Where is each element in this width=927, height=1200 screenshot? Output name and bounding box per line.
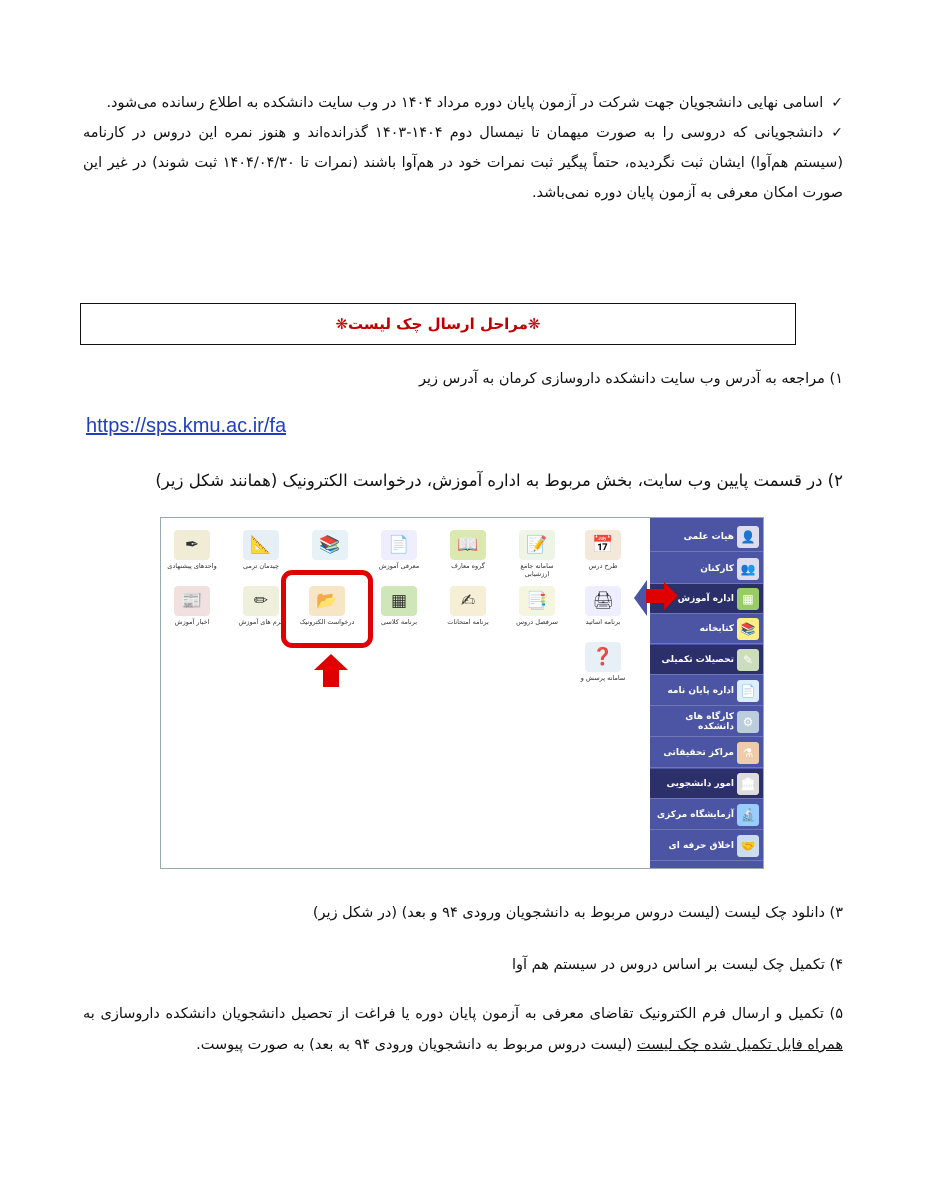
icon-exam-schedule[interactable]: ✍ برنامه امتحانات xyxy=(439,586,497,626)
icon-education-news[interactable]: 📰 اخبار آموزش xyxy=(163,586,221,626)
books-icon: 📚 xyxy=(312,530,348,560)
document-pen-icon: 📄 xyxy=(381,530,417,560)
sidebar-item-workshops[interactable]: ⚙ کارگاه های دانشکده xyxy=(650,707,763,737)
bullet-item: ✓اسامی نهایی دانشجویان جهت شرکت در آزمون پایان دوره مرداد ۱۴۰۴ در وب سایت دانشکده به اطلاع رسانده می‌شود. xyxy=(83,88,843,118)
step-1: ۱) مراجعه به آدرس وب سایت دانشکده داروسازی کرمان به آدرس زیر xyxy=(418,371,843,387)
pencil-paper-icon: 📝 xyxy=(519,530,555,560)
printer-icon: 🖨 xyxy=(585,586,621,616)
step-2: ۲) در قسمت پایین وب سایت، بخش مربوط به اداره آموزش، درخواست الکترونیک (همانند شکل زیر) xyxy=(155,471,843,490)
handshake-icon: 🤝 xyxy=(737,835,759,857)
red-arrow-up-icon xyxy=(314,654,348,670)
icon-course-headings[interactable]: 📑 سرفصل دروس xyxy=(508,586,566,626)
board-icon: ▦ xyxy=(381,586,417,616)
sidebar-item-students[interactable]: 🏛 امور دانشجویی xyxy=(650,769,763,799)
red-arrow-stem xyxy=(646,589,664,603)
books-icon: 📚 xyxy=(737,618,759,640)
icon-suggested-units[interactable]: ✒ واحدهای پیشنهادی xyxy=(163,530,221,570)
maaref-icon: 📖 xyxy=(450,530,486,560)
website-screenshot xyxy=(160,517,764,869)
sidebar-item-ethics[interactable]: 🤝 اخلاق حرفه ای xyxy=(650,831,763,861)
sidebar-item-library[interactable]: 📚 کتابخانه xyxy=(650,614,763,644)
document-icon: 📄 xyxy=(737,680,759,702)
red-arrow-stem xyxy=(323,669,339,687)
newspaper-icon: 📰 xyxy=(174,586,210,616)
sidebar-item-education[interactable]: ▦ اداره آموزش xyxy=(650,584,763,614)
sidebar-item-faculty[interactable]: 👤 هیات علمی xyxy=(650,522,763,552)
microscope-icon: 🔬 xyxy=(737,804,759,826)
sidebar-item-lab[interactable]: 🔬 آزمایشگاه مرکزی xyxy=(650,800,763,830)
workshop-icon: ⚙ xyxy=(737,711,759,733)
question-icon: ❓ xyxy=(585,642,621,672)
sidebar-item-graduate[interactable]: ✎ تحصیلات تکمیلی xyxy=(650,645,763,675)
icon-question-system[interactable]: ❓ سامانه پرسش و xyxy=(574,642,632,682)
icon-evaluation[interactable]: 📝 سامانه جامع ارزشیابی xyxy=(508,530,566,578)
sidebar-item-staff[interactable]: 👥 کارکنان xyxy=(650,554,763,584)
check-icon: ✓ xyxy=(831,95,843,111)
icon-education-forms[interactable]: ✏ فرم های آموزش xyxy=(232,586,290,626)
icon-class-schedule[interactable]: ▦ برنامه کلاسی xyxy=(370,586,428,626)
check-icon: ✓ xyxy=(831,125,843,141)
people-icon: 👥 xyxy=(737,558,759,580)
people-icon: 👤 xyxy=(737,526,759,548)
bullet-item: ✓دانشجویانی که دروسی را به صورت میهمان تا نیمسال دوم ۱۴۰۴-۱۴۰۳ گذرانده‌اند و هنوز نمره این دروس در کارنامه (سیستم هم‌آوا) ایشان ثبت نگردیده، حتماً پیگیر ثبت نمرات خود در هم‌آوا باشند (نمرات تا ۱۴۰۴/۰۴/۳۰ ثبت شوند) در غیر این صورت امکان معرفی به آزمون پایان دوره نمی‌باشد. xyxy=(83,118,843,208)
step-5-underlined: همراه فایل تکمیل شده چک لیست xyxy=(636,1037,843,1053)
step-3: ۳) دانلود چک لیست (لیست دروس مربوط به دانشجویان ورودی ۹۴ و بعد) (در شکل زیر) xyxy=(312,905,843,921)
step-4: ۴) تکمیل چک لیست بر اساس دروس در سیستم هم آوا xyxy=(511,957,843,973)
step-5: ۵) تکمیل و ارسال فرم الکترونیک تقاضای معرفی به آزمون پایان دوره یا فراغت از تحصیل دانشجویان دانشکده داروسازی به همراه فایل تکمیل شده چک لیست (لیست دروس مربوط به دانشجویان ورودی ۹۴ به بعد) به صورت پیوست. xyxy=(83,1006,843,1053)
flask-icon: ⚗ xyxy=(737,742,759,764)
sidebar-item-research[interactable]: ⚗ مراکز تحقیقاتی xyxy=(650,738,763,768)
highlight-box xyxy=(281,570,373,648)
icon-term-layout[interactable]: 📐 چیدمان ترمی xyxy=(232,530,290,570)
calendar-icon: 📅 xyxy=(585,530,621,560)
steps-box-title: ❋مراحل ارسال چک لیست❋ xyxy=(80,303,796,345)
pen-icon: ✎ xyxy=(737,649,759,671)
folder-icon: 📂 xyxy=(309,586,345,616)
icon-professors-schedule[interactable]: 🖨 برنامه اساتید xyxy=(574,586,632,626)
building-icon: 🏛 xyxy=(737,773,759,795)
sidebar-item-thesis[interactable]: 📄 اداره پایان نامه xyxy=(650,676,763,706)
bullet-list xyxy=(83,88,843,208)
pen-icon: ✍ xyxy=(450,586,486,616)
website-link[interactable]: https://sps.kmu.ac.ir/fa xyxy=(86,415,287,437)
red-arrow-right-icon xyxy=(664,582,678,610)
icon-electronic-request[interactable]: 📂 درخواست الکترونیک xyxy=(298,586,356,626)
icon-course-plan[interactable]: 📅 طرح درس xyxy=(574,530,632,570)
icon-maaref-group[interactable]: 📖 گروه معارف xyxy=(439,530,497,570)
calculator-icon: 📐 xyxy=(243,530,279,560)
icon-education-intro[interactable]: 📄 معرفی آموزش xyxy=(370,530,428,570)
screenshot-sidebar xyxy=(650,518,763,868)
icon-books[interactable] xyxy=(301,530,359,562)
board-icon: ▦ xyxy=(737,588,759,610)
pen-icon: ✒ xyxy=(174,530,210,560)
pen-icon: ✏ xyxy=(243,586,279,616)
scale-icon: 📑 xyxy=(519,586,555,616)
